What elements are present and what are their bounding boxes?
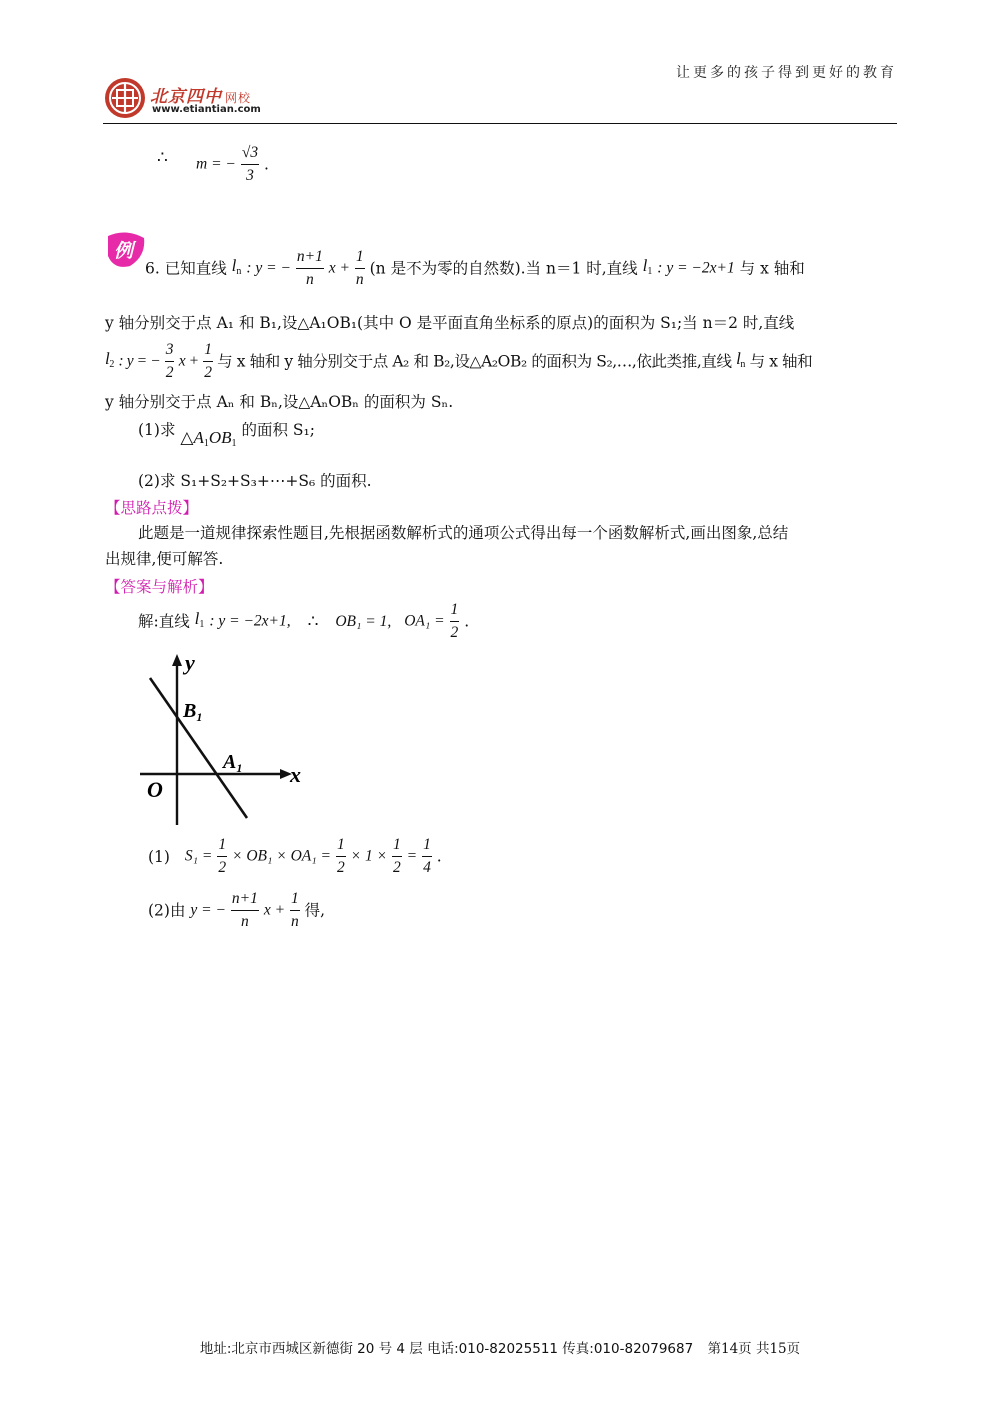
part-1-s1: S₁ = [184, 847, 213, 865]
question-1-prefix: (1)求 [138, 421, 176, 439]
part-1-frac-2 [336, 834, 346, 879]
m-fraction-den: 3 [246, 167, 254, 184]
example-line-4: y 轴分别交于点 Aₙ 和 Bₙ,设△AₙOBₙ 的面积为 Sₙ. [105, 393, 454, 411]
l2-frac-1-num: 3 [165, 339, 174, 362]
part-2-prefix: (2)由 [148, 901, 186, 920]
part-2-y: y = − [190, 901, 226, 919]
origin-label: O [147, 777, 163, 802]
part-1-frac-4-den: 4 [423, 859, 431, 876]
solution-frac-den: 2 [450, 624, 459, 641]
part-1-frac-1-den: 2 [218, 859, 227, 876]
header-divider [103, 123, 897, 124]
part-1-frac-3-num: 1 [392, 834, 402, 857]
header-tagline: 让更多的孩子得到更好的教育 [676, 65, 897, 81]
part-2-frac-1 [231, 888, 259, 933]
footer-page-number: 第14页 共15页 [707, 1341, 801, 1357]
solution-oa: OA₁ = [404, 612, 445, 630]
solution-frac [450, 599, 460, 644]
part-2-frac-2-den: n [290, 913, 299, 930]
ln-frac-1-den: n [305, 271, 314, 288]
example-line-2: y 轴分别交于点 A₁ 和 B₁,设△A₁OB₁(其中 O 是平面直角坐标系的原点)的面积为 S₁;当 n＝2 时,直线 [105, 314, 795, 332]
ln-condition: (n 是不为零的自然数).当 n＝1 时,直线 [369, 259, 638, 278]
point-b1-label: $B_1$ [183, 700, 203, 724]
part-1-frac-1 [217, 834, 227, 879]
part-1-frac-2-den: 2 [336, 859, 345, 876]
logo-name: 北京四中 网校 [150, 87, 252, 107]
hint-line-2: 出规律,便可解答. [105, 550, 224, 568]
solution-ob: OB₁ = 1, [335, 612, 392, 630]
part-1-line [148, 834, 442, 879]
part-1-equals: = [406, 847, 418, 865]
question-1-suffix: 的面积 S₁; [241, 421, 315, 439]
part-1-frac-4-num: 1 [422, 834, 432, 857]
prev-result [157, 148, 168, 168]
part-1-mid-2: × 1 × [350, 847, 388, 865]
l1-symbol: $l_1$ [642, 255, 653, 277]
y-axis-arrow [172, 654, 182, 666]
example-badge-label: 例 [114, 240, 134, 262]
example-badge-icon [104, 230, 146, 270]
part-2-end: 得, [304, 901, 326, 920]
ln-frac-2-den: n [355, 271, 364, 288]
hint-title: 【思路点拨】 [105, 499, 199, 517]
therefore-symbol: ∴ [157, 148, 168, 168]
solution-therefore: ∴ [307, 611, 319, 632]
part-1-mid: × OB₁ × OA₁ = [232, 847, 331, 865]
part-2-frac-1-num: n+1 [231, 888, 259, 911]
hint-line-1: 此题是一道规律探索性题目,先根据函数解析式的通项公式得出每一个函数解析式,画出图象,总结 [138, 524, 789, 542]
page-footer [0, 1337, 1000, 1357]
solution-l1-symbol: $l_1$ [194, 608, 205, 630]
ln2-symbol: $l_n$ [736, 348, 746, 370]
l2-frac-2-den: 2 [204, 364, 212, 381]
ln-frac-2 [355, 246, 365, 291]
part-1-end: . [436, 847, 442, 866]
logo-sub: 网校 [225, 91, 252, 105]
part-1-frac-3-den: 2 [392, 859, 401, 876]
question-1 [138, 420, 315, 449]
solution-end: . [464, 612, 470, 631]
footer-address: 地址:北京市西城区新德街 20 号 4 层 电话:010-82025511 传真:010-82079687 [199, 1341, 694, 1357]
ln-eq-start: : y = − [246, 259, 291, 277]
logo-url: www.etiantian.com [152, 104, 261, 115]
solution-frac-num: 1 [450, 599, 460, 622]
m-fraction [241, 142, 259, 187]
question-2: (2)求 S₁+S₂+S₃+⋯+S₆ 的面积. [138, 472, 372, 490]
example-line-3 [105, 339, 812, 384]
part-2-mid: x + [263, 901, 286, 919]
m-fraction-num: √3 [241, 142, 259, 165]
m-end: . [264, 155, 269, 174]
part-2-frac-2-num: 1 [290, 888, 300, 911]
solution-prefix: 解:直线 [138, 612, 190, 631]
solution-equation: : y = −2x+1, [209, 612, 291, 630]
question-1-triangle: $\triangle A_1OB_1$ [180, 428, 237, 449]
example-number: 6. 已知直线 [145, 259, 227, 278]
l1-equation: : y = −2x+1 [657, 259, 735, 277]
answer-title: 【答案与解析】 [105, 578, 214, 596]
l2-tail: 与 x 轴和 y 轴分别交于点 A₂ 和 B₂,设△A₂OB₂ 的面积为 S₂,…,依此类推,直线 [217, 352, 732, 371]
ln-eq-mid: x + [328, 259, 350, 277]
part-1-frac-2-num: 1 [336, 834, 346, 857]
l2-frac-1 [165, 339, 174, 384]
l2-eq-start: : y = − [118, 352, 161, 370]
part-1-frac-4 [422, 834, 432, 879]
y-axis-label: y [185, 650, 195, 675]
x-axis-label: x [290, 762, 301, 787]
m-equation [196, 142, 269, 187]
part-2-frac-1-den: n [241, 913, 249, 930]
part-1-frac-3 [392, 834, 402, 879]
l2-frac-2 [203, 339, 212, 384]
ln-frac-2-num: 1 [355, 246, 365, 269]
ln2-tail: 与 x 轴和 [749, 352, 813, 371]
part-1-frac-1-num: 1 [217, 834, 227, 857]
l1-tail: 与 x 轴和 [739, 259, 805, 278]
example-line-1 [145, 246, 805, 291]
l2-symbol: $l_2$ [105, 348, 114, 370]
ln-symbol: $l_n$ [231, 255, 242, 277]
solution-line [138, 599, 469, 644]
part-2-frac-2 [290, 888, 300, 933]
part-1-prefix: (1) [148, 847, 170, 866]
ln-frac-1 [296, 246, 324, 291]
l2-frac-2-num: 1 [203, 339, 212, 362]
point-a1-label: $A_1$ [223, 751, 243, 775]
part-2-line [148, 888, 325, 933]
l2-frac-1-den: 2 [165, 364, 174, 381]
m-label: m = − [196, 155, 236, 173]
graph-line-l1 [150, 678, 247, 818]
logo-icon [103, 76, 147, 120]
line-graph-figure [135, 650, 315, 830]
ln-frac-1-num: n+1 [296, 246, 324, 269]
l2-eq-mid: x + [178, 352, 199, 370]
